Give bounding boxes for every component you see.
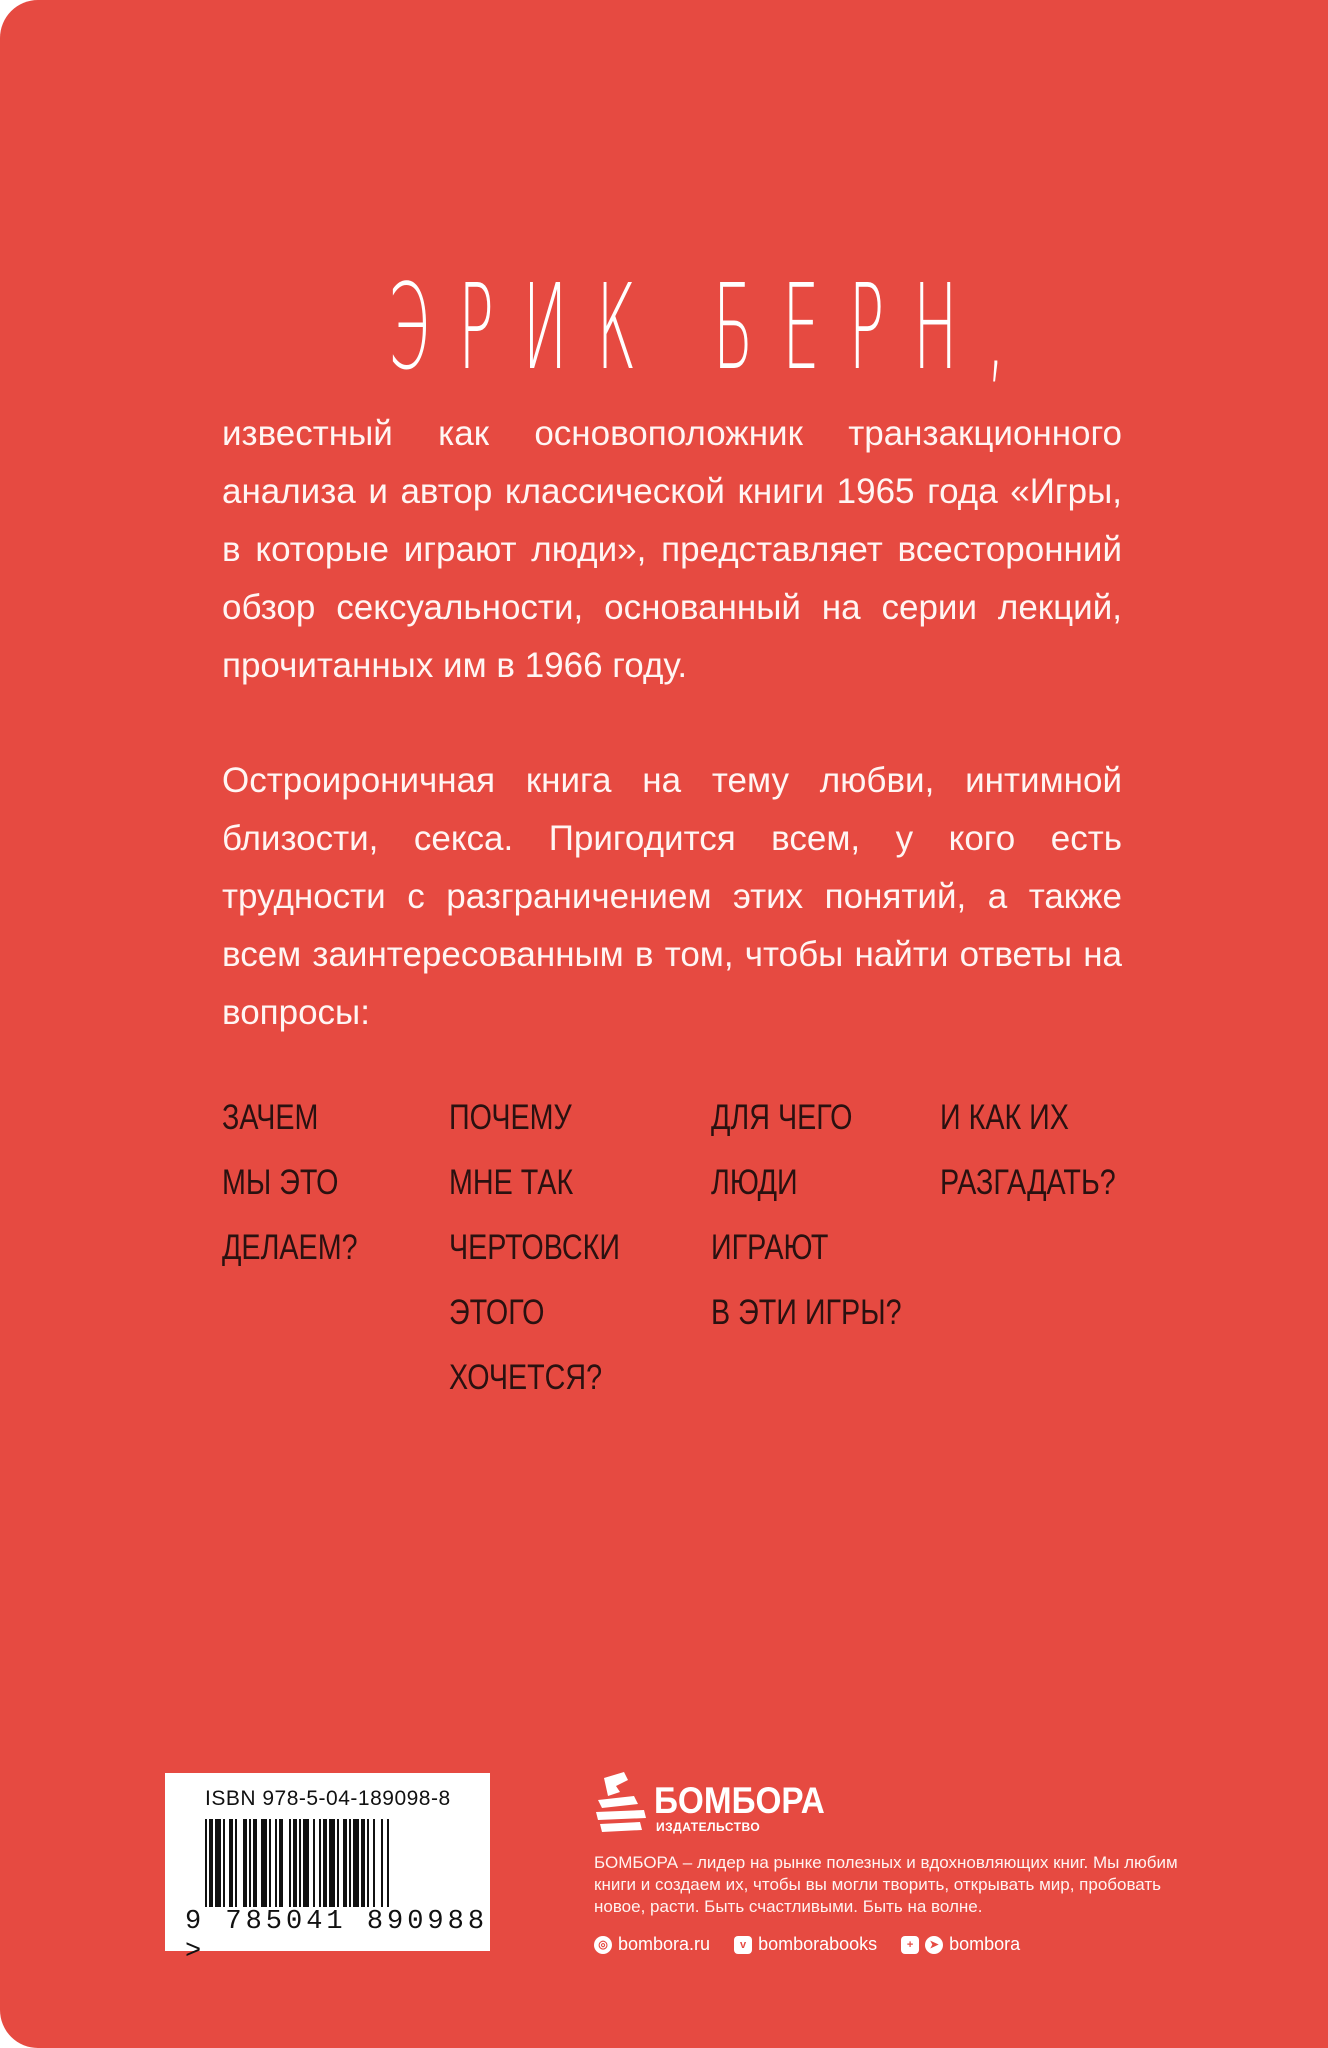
barcode-bar bbox=[269, 1819, 271, 1907]
barcode-bar bbox=[313, 1819, 315, 1907]
social-link-website[interactable]: ◎ bombora.ru bbox=[594, 1934, 710, 1955]
barcode-box bbox=[165, 1773, 490, 1967]
publisher-description: БОМБОРА – лидер на рынке полезных и вдохновляющих книг. Мы любим книги и создаем их, чтобы вы могли творить, открывать мир, пробовать новое, расти. Быть счастливыми. Быть на волне. bbox=[594, 1853, 1178, 1916]
publisher-logo bbox=[594, 1770, 1174, 1838]
barcode-bar bbox=[289, 1819, 291, 1907]
barcode-image bbox=[205, 1819, 453, 1907]
question-line: В ЭТИ ИГРЫ? bbox=[711, 1293, 902, 1332]
barcode-digits: 9 785041 890988 > bbox=[185, 1907, 489, 1967]
question-line: ДЕЛАЕМ? bbox=[222, 1228, 358, 1267]
question-line: МНЕ ТАК bbox=[449, 1163, 574, 1202]
barcode-bar bbox=[293, 1819, 297, 1907]
barcode-bar bbox=[337, 1819, 339, 1907]
barcode-bar bbox=[229, 1819, 233, 1907]
barcode-bar bbox=[261, 1819, 267, 1907]
barcode-bar bbox=[235, 1819, 237, 1907]
barcode-bar bbox=[387, 1819, 389, 1907]
barcode-bar bbox=[381, 1819, 383, 1907]
question-line: ХОЧЕТСЯ? bbox=[449, 1358, 603, 1397]
isbn-number: ISBN 978-5-04-189098-8 bbox=[205, 1787, 451, 1810]
question-line: ЧЕРТОВСКИ bbox=[449, 1228, 620, 1267]
barcode-bar bbox=[275, 1819, 277, 1907]
question-line: ЛЮДИ bbox=[711, 1163, 798, 1202]
description-paragraph-1: известный как основоположник транзакционного анализа и автор классической книги 1965 года «Игры, в которые играют люди», представляет всесторонний обзор сексуальности, основанный на серии лекций, прочитанных им в 1966 году. bbox=[222, 414, 1122, 685]
question-column-3 bbox=[711, 1085, 902, 1345]
barcode-bar bbox=[279, 1819, 283, 1907]
barcode-bar bbox=[299, 1819, 301, 1907]
barcode-bar bbox=[319, 1819, 321, 1907]
question-line: ДЛЯ ЧЕГО bbox=[711, 1098, 853, 1137]
social-links bbox=[594, 1934, 1174, 1955]
question-line: МЫ ЭТО bbox=[222, 1163, 339, 1202]
question-column-1 bbox=[222, 1085, 358, 1280]
barcode-bar bbox=[367, 1819, 369, 1907]
barcode-bar bbox=[343, 1819, 347, 1907]
vk-icon: v bbox=[734, 1936, 752, 1954]
question-line: ЗАЧЕМ bbox=[222, 1098, 319, 1137]
barcode-bar bbox=[253, 1819, 257, 1907]
barcode-bar bbox=[349, 1819, 351, 1907]
barcode-bar bbox=[323, 1819, 327, 1907]
barcode-bar bbox=[361, 1819, 365, 1907]
question-line: ИГРАЮТ bbox=[711, 1228, 829, 1267]
plus-icon: + bbox=[901, 1936, 919, 1954]
social-link-telegram[interactable]: + ➤ bombora bbox=[901, 1934, 1020, 1955]
barcode-bar bbox=[303, 1819, 309, 1907]
question-line: ПОЧЕМУ bbox=[449, 1098, 572, 1137]
barcode-bar bbox=[205, 1819, 207, 1907]
author-name: ЭРИК БЕРН, bbox=[388, 258, 1035, 396]
barcode-bar bbox=[209, 1819, 213, 1907]
barcode-bar bbox=[215, 1819, 221, 1907]
question-column-4 bbox=[940, 1085, 1116, 1215]
social-link-vk[interactable]: v bomborabooks bbox=[734, 1934, 877, 1955]
description-paragraph-2: Остроироничная книга на тему любви, интимной близости, секса. Пригодится всем, у кого есть трудности с разграничением этих понятий, а также всем заинтересованным в том, чтобы найти ответы на вопросы: bbox=[222, 761, 1122, 1032]
barcode-bar bbox=[243, 1819, 247, 1907]
question-line: РАЗГАДАТЬ? bbox=[940, 1163, 1116, 1202]
publisher-block bbox=[594, 1770, 1178, 1955]
barcode-bar bbox=[353, 1819, 359, 1907]
barcode-bar bbox=[249, 1819, 251, 1907]
barcode-bar bbox=[329, 1819, 335, 1907]
bombora-logo-icon bbox=[594, 1770, 650, 1836]
question-line: И КАК ИХ bbox=[940, 1098, 1069, 1137]
publisher-subtitle: ИЗДАТЕЛЬСТВО bbox=[656, 1820, 761, 1834]
publisher-name: БОМБОРА bbox=[654, 1780, 825, 1821]
telegram-icon: ➤ bbox=[925, 1936, 943, 1954]
globe-icon: ◎ bbox=[594, 1936, 612, 1954]
barcode-bar bbox=[223, 1819, 225, 1907]
barcode-bar bbox=[373, 1819, 375, 1907]
question-line: ЭТОГО bbox=[449, 1293, 545, 1332]
question-column-2 bbox=[449, 1085, 620, 1410]
